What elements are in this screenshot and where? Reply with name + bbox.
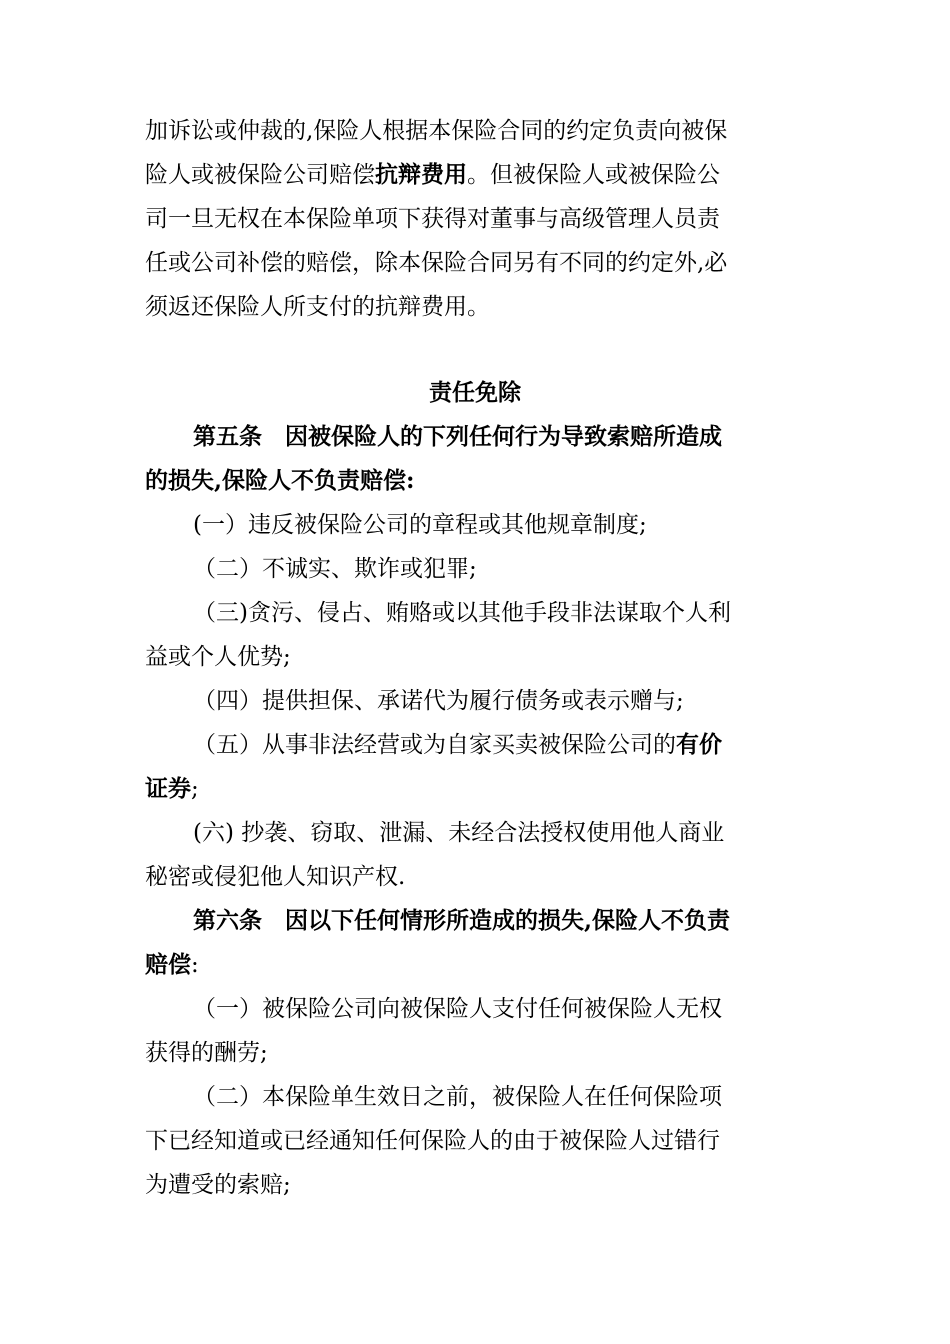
text-span: 险人或被保险公司赔偿 [145,162,375,188]
paragraph-line [145,159,815,191]
list-item: （四）提供担保、承诺代为履行债务或表示赠与; [193,688,684,714]
list-item: （三)贪污、侵占、贿赂或以其他手段非法谋取个人利 [193,600,731,626]
bold-term: 有价 [676,731,722,758]
article-heading: 的损失,保险人不负责赔偿: [145,467,415,494]
list-item: （二）本保险单生效日之前，被保险人在任何保险项 [193,1084,722,1110]
list-item: (一）违反被保险公司的章程或其他规章制度; [193,512,647,538]
text-span: : [191,952,199,978]
list-item [193,729,815,761]
paragraph-line: 加诉讼或仲裁的,保险人根据本保险合同的约定负责向被保 [145,118,728,144]
bold-term: 抗辩费用 [375,161,467,188]
list-item-continuation: 益或个人优势; [145,644,291,670]
paragraph-line: 司一旦无权在本保险单项下获得对董事与高级管理人员责 [145,206,720,232]
text-span: ; [191,776,199,802]
paragraph-line: 须返还保险人所支付的抗辩费用。 [145,294,490,320]
list-item: （二）不诚实、欺诈或犯罪; [193,556,477,582]
bold-term: 证券 [145,775,191,802]
article-heading [145,949,815,981]
bold-term: 赔偿 [145,951,191,978]
article-heading: 第六条 因以下任何情形所造成的损失,保险人不负责 [193,907,731,934]
article-heading: 第五条 因被保险人的下列任何行为导致索赔所造成 [193,423,722,450]
list-item-continuation: 为遭受的索赔; [145,1172,291,1198]
list-item-continuation: 下已经知道或已经通知任何保险人的由于被保险人过错行 [145,1128,720,1154]
list-item: (六) 抄袭、窃取、泄漏、未经合法授权使用他人商业 [193,820,725,846]
list-item: （一）被保险公司向被保险人支付任何被保险人无权 [193,996,722,1022]
text-span: 。但被保险人或被保险公 [467,162,720,188]
list-item-continuation: 秘密或侵犯他人知识产权. [145,864,406,890]
list-item-continuation: 获得的酬劳; [145,1040,268,1066]
list-item-continuation [145,773,815,805]
text-span: （五）从事非法经营或为自家买卖被保险公司的 [193,732,676,758]
section-title: 责任免除 [429,379,521,406]
paragraph-line: 任或公司补偿的赔偿，除本保险合同另有不同的约定外,必 [145,250,728,276]
